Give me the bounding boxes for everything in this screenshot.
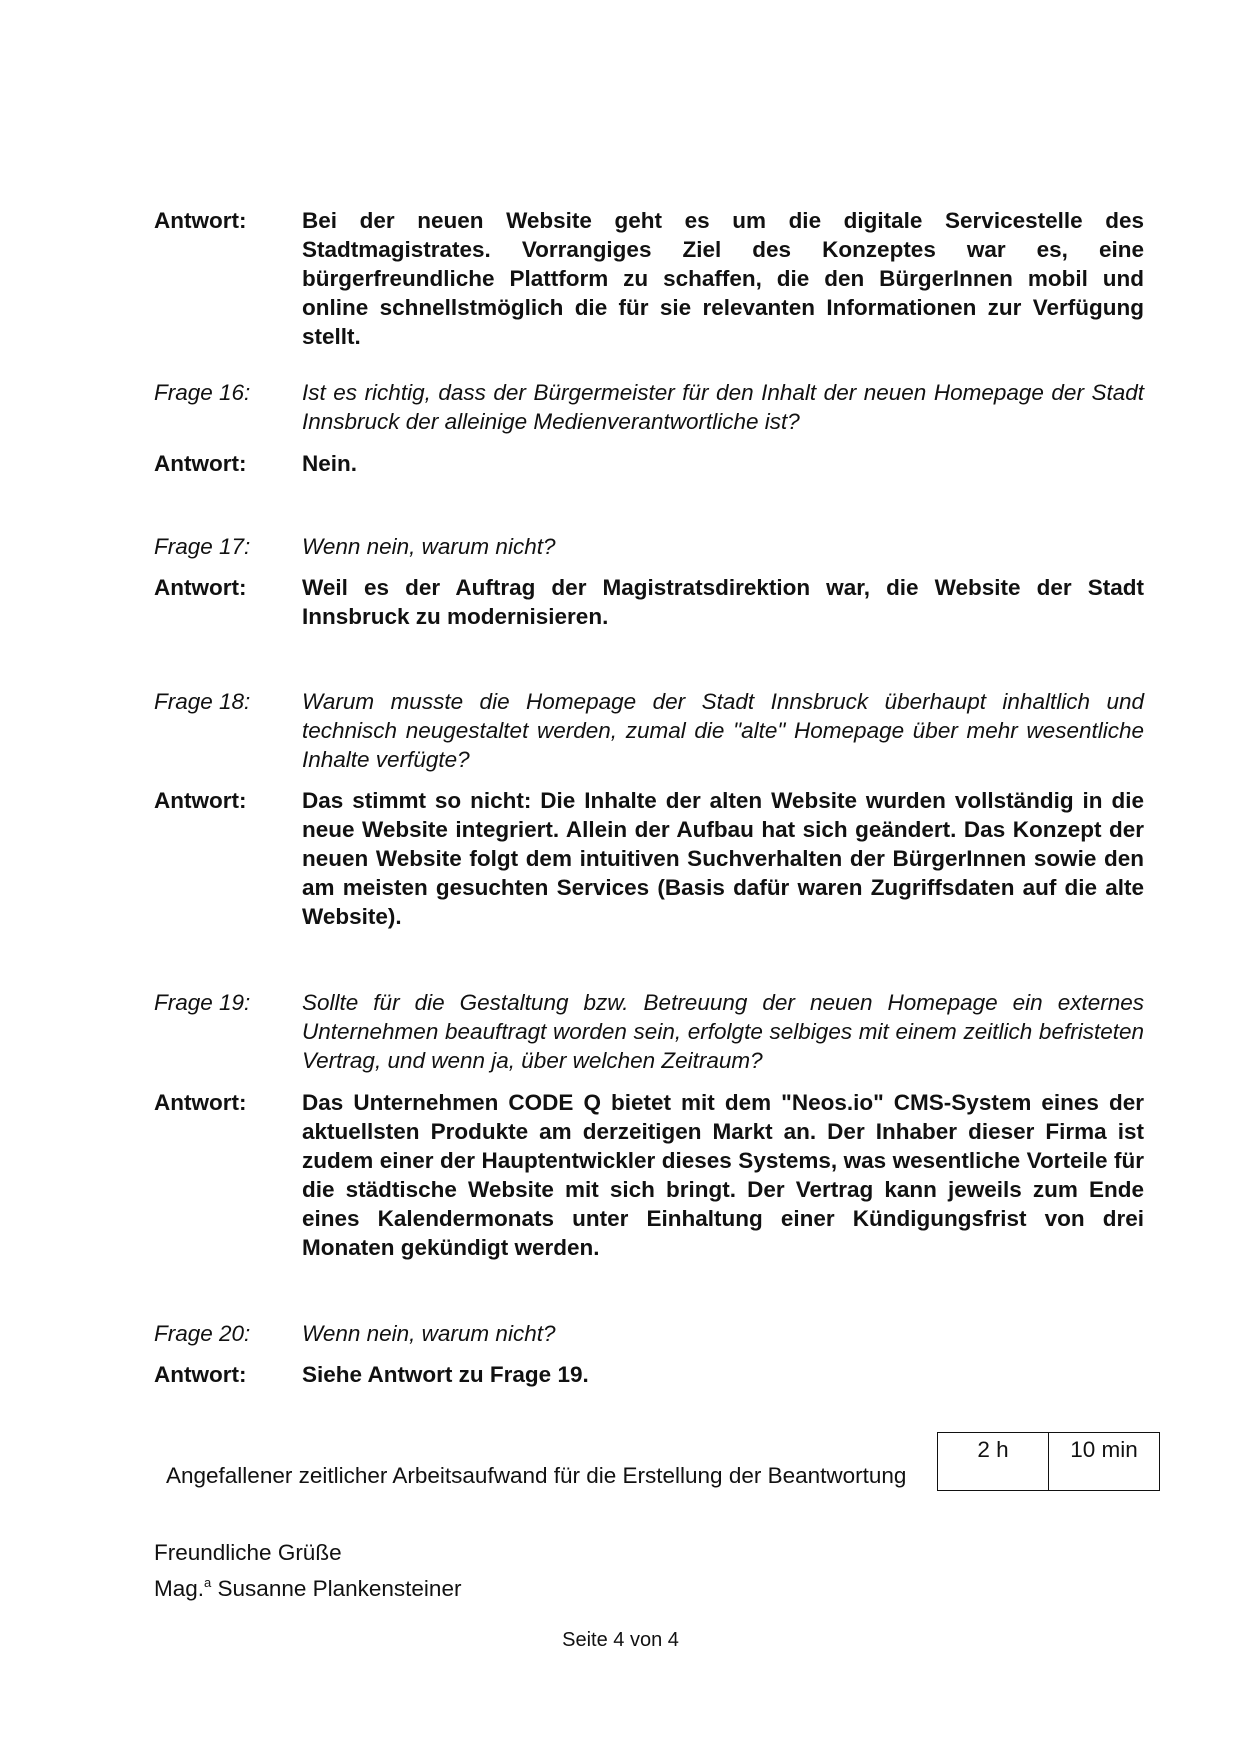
question-label: Frage 18: [154,689,251,714]
question-label: Frage 20: [154,1321,251,1346]
answer-15 [154,206,1144,351]
question-20 [154,1319,1144,1348]
signatory-name: Susanne Plankensteiner [217,1576,462,1601]
answer-text: Bei der neuen Website geht es um die digitale Servicestelle des Stadtmagistrates. Vorrangiges Ziel des Konzeptes war es, eine bürgerfreundliche Plattform zu schaffen, die den BürgerInnen mobil und online schnellstmöglich die für sie relevanten Informationen zur Verfügung stellt. [302,208,1144,349]
question-18 [154,687,1144,774]
signatory-title: Mag. [154,1576,205,1601]
answer-label: Antwort: [154,1362,247,1387]
answer-label: Antwort: [154,575,247,600]
closing-block [154,1538,461,1604]
signatory-title-sup: a [204,1575,212,1590]
answer-label: Antwort: [154,208,247,233]
effort-minutes: 10 min [1049,1433,1160,1491]
answer-text: Siehe Antwort zu Frage 19. [302,1362,589,1387]
answer-label: Antwort: [154,451,247,476]
question-17 [154,532,1144,561]
question-19 [154,988,1144,1075]
question-text: Ist es richtig, dass der Bürgermeister für den Inhalt der neuen Homepage der Stadt Innsbruck der alleinige Medienverantwortliche ist? [302,380,1144,434]
question-text: Warum musste die Homepage der Stadt Innsbruck überhaupt inhaltlich und technisch neugestaltet werden, zumal die "alte" Homepage über mehr wesentliche Inhalte verfügte? [302,689,1144,772]
question-text: Sollte für die Gestaltung bzw. Betreuung der neuen Homepage ein externes Unternehmen beauftragt worden sein, erfolgte selbiges mit einem zeitlich befristeten Vertrag, und wenn ja, über welchen Zeitraum? [302,990,1144,1073]
question-label: Frage 16: [154,380,251,405]
signatory [154,1568,461,1604]
question-text: Wenn nein, warum nicht? [302,1321,556,1346]
answer-text: Das stimmt so nicht: Die Inhalte der alten Website wurden vollständig in die neue Website integriert. Allein der Aufbau hat sich geändert. Das Konzept der neuen Website folgt dem intuitiven Suchverhalten der BürgerInnen sowie den am meisten gesuchten Services (Basis dafür waren Zugriffsdaten auf die alte Website). [302,788,1144,929]
answer-19 [154,1088,1144,1262]
answer-18 [154,786,1144,931]
answer-label: Antwort: [154,788,247,813]
page-number: Seite 4 von 4 [562,1629,679,1651]
question-16 [154,378,1144,436]
greeting: Freundliche Grüße [154,1540,342,1565]
answer-text: Nein. [302,451,358,476]
answer-20 [154,1360,1144,1389]
effort-label: Angefallener zeitlicher Arbeitsaufwand für die Erstellung der Beantwortung [166,1463,907,1488]
answer-17 [154,573,1144,631]
question-label: Frage 19: [154,990,251,1015]
question-text: Wenn nein, warum nicht? [302,534,556,559]
answer-text: Weil es der Auftrag der Magistratsdirektion war, die Website der Stadt Innsbruck zu modernisieren. [302,575,1144,629]
effort-hours: 2 h [938,1433,1049,1491]
answer-16 [154,449,1144,478]
question-label: Frage 17: [154,534,251,559]
answer-text: Das Unternehmen CODE Q bietet mit dem "Neos.io" CMS-System eines der aktuellsten Produkte am derzeitigen Markt an. Der Inhaber dieser Firma ist zudem einer der Hauptentwickler dieses Systems, was wesentliche Vorteile für die städtische Website mit sich bringt. Der Vertrag kann jeweils zum Ende eines Kalendermonats unter Einhaltung einer Kündigungsfrist von drei Monaten gekündigt werden. [302,1090,1144,1260]
answer-label: Antwort: [154,1090,247,1115]
effort-table [937,1432,1160,1491]
